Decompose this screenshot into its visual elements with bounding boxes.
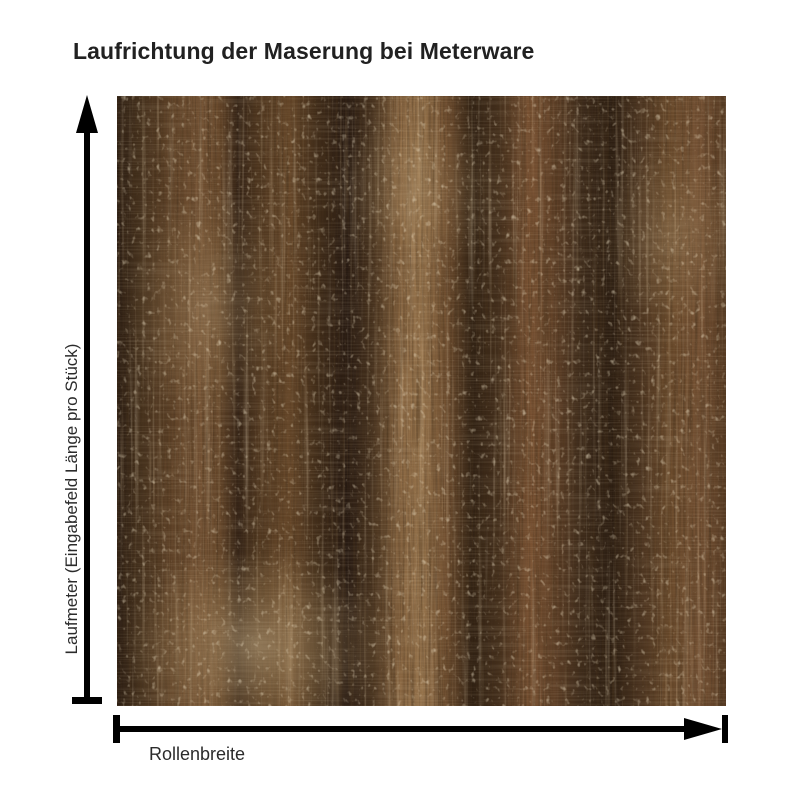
laufmeter-label: Laufmeter (Eingabefeld Länge pro Stück) (62, 343, 81, 655)
vertical-arrow-endcap (72, 697, 102, 704)
vertical-arrow-shaft (84, 128, 90, 700)
page-title: Laufrichtung der Maserung bei Meterware (73, 38, 535, 64)
arrow-right-icon (684, 718, 722, 740)
wood-texture-image (117, 96, 726, 706)
wood-speckles (117, 96, 726, 706)
horizontal-arrow-shaft (117, 726, 687, 732)
rollenbreite-label: Rollenbreite (149, 744, 246, 764)
horizontal-arrow-endcap (722, 715, 728, 743)
